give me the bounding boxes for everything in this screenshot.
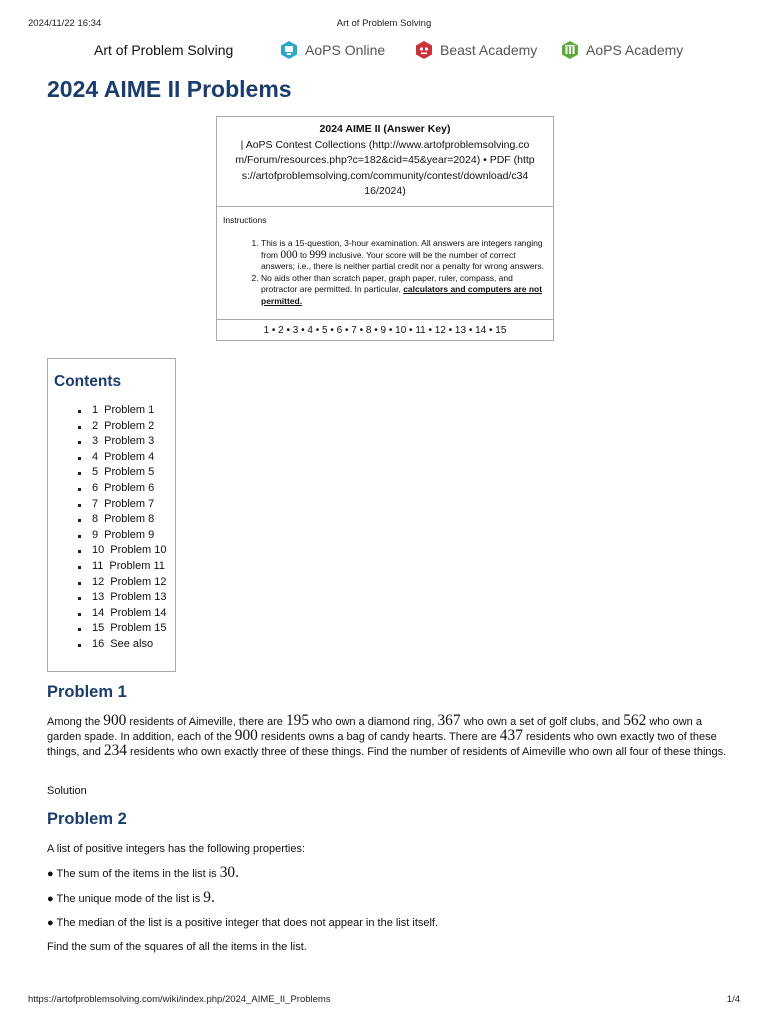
paren-close: )	[446, 123, 451, 135]
toc-item[interactable]	[48, 451, 167, 467]
problem-1-heading: Problem 1	[47, 683, 127, 701]
toc-label: Problem 4	[104, 450, 155, 463]
paren-open: (	[380, 123, 387, 135]
toc-label: Problem 3	[104, 435, 155, 448]
math-value: 367	[437, 712, 461, 729]
instructions-list	[223, 238, 547, 308]
print-page-number: 1/4	[726, 994, 740, 1005]
toc-label: Problem 5	[104, 466, 155, 479]
toc-number: 1	[92, 404, 99, 416]
print-page-title: Art of Problem Solving	[336, 18, 432, 29]
math-value: 900	[103, 712, 127, 729]
problem-2-bullet: ● The median of the list is a positive integer that does not appear in the list itself.	[47, 917, 439, 929]
toc-number: 12	[92, 575, 105, 588]
toc-label: Problem 13	[110, 591, 167, 604]
contest-links-text[interactable]: | AoPS Contest Collections (http://www.artofproblemsolving.co m/Forum/resources.php?c=182&cid=45&year=2024) • PDF (http s://artofproblemsolving.com/community/contest/download/c34 16/2024)	[235, 138, 535, 197]
table-of-contents	[47, 358, 176, 672]
solution-link[interactable]: Solution	[47, 785, 87, 797]
toc-number: 14	[92, 606, 105, 619]
toc-label: Problem 6	[104, 481, 155, 494]
print-header	[28, 18, 740, 30]
instructions-label: Instructions	[223, 214, 267, 225]
toc-label: See also	[110, 637, 154, 650]
toc-number: 3	[92, 435, 99, 448]
toc-item[interactable]	[48, 498, 167, 514]
math-value: 900	[234, 727, 258, 744]
contest-header	[217, 117, 553, 207]
page-title: 2024 AIME II Problems	[47, 76, 292, 102]
toc-item[interactable]	[48, 482, 167, 498]
print-url: https://artofproblemsolving.com/wiki/index.php/2024_AIME_II_Problems	[28, 994, 331, 1005]
instruction-text: inclusive. Your score will be the number of correct answers; i.e., there is neither partial credit nor a penalty for wrong answers.	[261, 249, 544, 272]
toc-number: 11	[92, 559, 104, 572]
aops-academy-icon	[560, 40, 580, 60]
contents-title: Contents	[54, 373, 122, 390]
problem-nav[interactable]: 1 • 2 • 3 • 4 • 5 • 6 • 7 • 8 • 9 • 10 • 11 • 12 • 13 • 14 • 15	[263, 324, 507, 336]
print-datetime: 2024/11/22 16:34	[28, 18, 102, 29]
toc-number: 8	[92, 513, 99, 526]
contest-title	[320, 123, 451, 135]
math-value: 234	[103, 742, 127, 759]
toc-number: 13	[92, 591, 105, 604]
toc-label: Problem 7	[104, 497, 155, 510]
instruction-item	[261, 273, 547, 308]
problem-1-text	[47, 714, 727, 759]
nav-link-aops-academy[interactable]	[560, 40, 683, 60]
toc-item[interactable]	[48, 607, 167, 623]
instruction-item	[261, 238, 547, 273]
text-run: ● The sum of the items in the list is	[47, 868, 220, 880]
toc-item[interactable]	[48, 529, 167, 545]
brand-link[interactable]: Art of Problem Solving	[94, 42, 234, 58]
toc-label: Problem 11	[109, 559, 165, 572]
top-navigation	[94, 40, 738, 62]
contest-title-text: 2024 AIME II	[319, 123, 381, 135]
toc-number: 15	[92, 622, 105, 635]
toc-item[interactable]	[48, 622, 167, 638]
text-run: residents of Aimeville, there are	[126, 716, 286, 728]
toc-number: 5	[92, 466, 99, 479]
toc-item[interactable]	[48, 638, 167, 654]
toc-label: Problem 9	[104, 528, 155, 541]
toc-item[interactable]	[48, 544, 167, 560]
toc-label: Problem 1	[104, 404, 155, 416]
math-value: 000	[280, 248, 298, 261]
problem-2-bullet	[47, 891, 727, 906]
text-run: residents owns a bag of candy hearts. There are	[257, 731, 500, 743]
toc-item[interactable]	[48, 435, 167, 451]
calculators-link[interactable]: calculators and computers are not permitted.	[261, 284, 543, 307]
instruction-text: This is a 15-question, 3-hour examination. All answers are integers ranging from	[261, 238, 543, 260]
math-value: 30.	[219, 864, 239, 881]
beast-academy-icon	[414, 40, 434, 60]
toc-label: Problem 2	[104, 419, 155, 432]
text-run: residents who own exactly three of these things. Find the number of residents of Aimeville who own all four of these things.	[126, 746, 727, 758]
toc-item[interactable]	[48, 560, 167, 576]
nav-link-aops-online[interactable]	[279, 40, 385, 60]
nav-link-label: Beast Academy	[440, 42, 538, 58]
text-run: who own a garden spade. In addition, each of the	[47, 716, 702, 743]
toc-number: 10	[92, 544, 105, 557]
aops-online-icon	[279, 40, 299, 60]
print-footer	[28, 994, 740, 1006]
problem-2-bullet	[47, 866, 727, 881]
math-value: 437	[499, 727, 523, 744]
toc-number: 4	[92, 450, 99, 463]
nav-link-label: AoPS Academy	[586, 42, 684, 58]
toc-label: Problem 12	[110, 575, 167, 588]
contents-list	[48, 404, 167, 654]
toc-number: 7	[92, 497, 99, 510]
nav-link-beast-academy[interactable]	[414, 40, 537, 60]
toc-item[interactable]	[48, 591, 167, 607]
text-run: ● The unique mode of the list is	[47, 893, 204, 905]
instruction-text: No aids other than scratch paper, graph paper, ruler, compass, and protractor are permitted. In particular,	[261, 272, 513, 295]
toc-item[interactable]	[48, 420, 167, 436]
toc-number: 16	[92, 637, 105, 650]
toc-label: Problem 8	[104, 513, 155, 526]
instructions-section	[217, 207, 553, 320]
toc-item[interactable]	[48, 404, 167, 420]
math-value: 9.	[203, 889, 215, 906]
toc-label: Problem 10	[110, 544, 167, 557]
problem-2-heading: Problem 2	[47, 810, 127, 828]
contest-info-box	[216, 116, 554, 341]
text-run: Among the	[47, 716, 104, 728]
toc-item[interactable]	[48, 513, 167, 529]
problem-2-intro: A list of positive integers has the following properties:	[47, 843, 306, 855]
text-run: who own a set of golf clubs, and	[460, 716, 624, 728]
instruction-text: to	[297, 249, 310, 260]
toc-item[interactable]	[48, 576, 167, 592]
math-value: 999	[309, 248, 327, 261]
text-run: residents who own exactly two of these things, and	[47, 731, 717, 758]
text-run: who own a diamond ring,	[309, 716, 438, 728]
math-value: 195	[285, 712, 310, 729]
toc-number: 9	[92, 528, 99, 541]
toc-item[interactable]	[48, 466, 167, 482]
nav-link-label: AoPS Online	[305, 42, 386, 58]
toc-label: Problem 14	[110, 606, 167, 619]
answer-key-link[interactable]: Answer Key	[386, 123, 447, 135]
problem-2-question: Find the sum of the squares of all the items in the list.	[47, 941, 307, 953]
math-value: 562	[623, 712, 647, 729]
toc-label: Problem 15	[110, 622, 167, 635]
toc-number: 2	[92, 419, 99, 432]
toc-number: 6	[92, 481, 99, 494]
